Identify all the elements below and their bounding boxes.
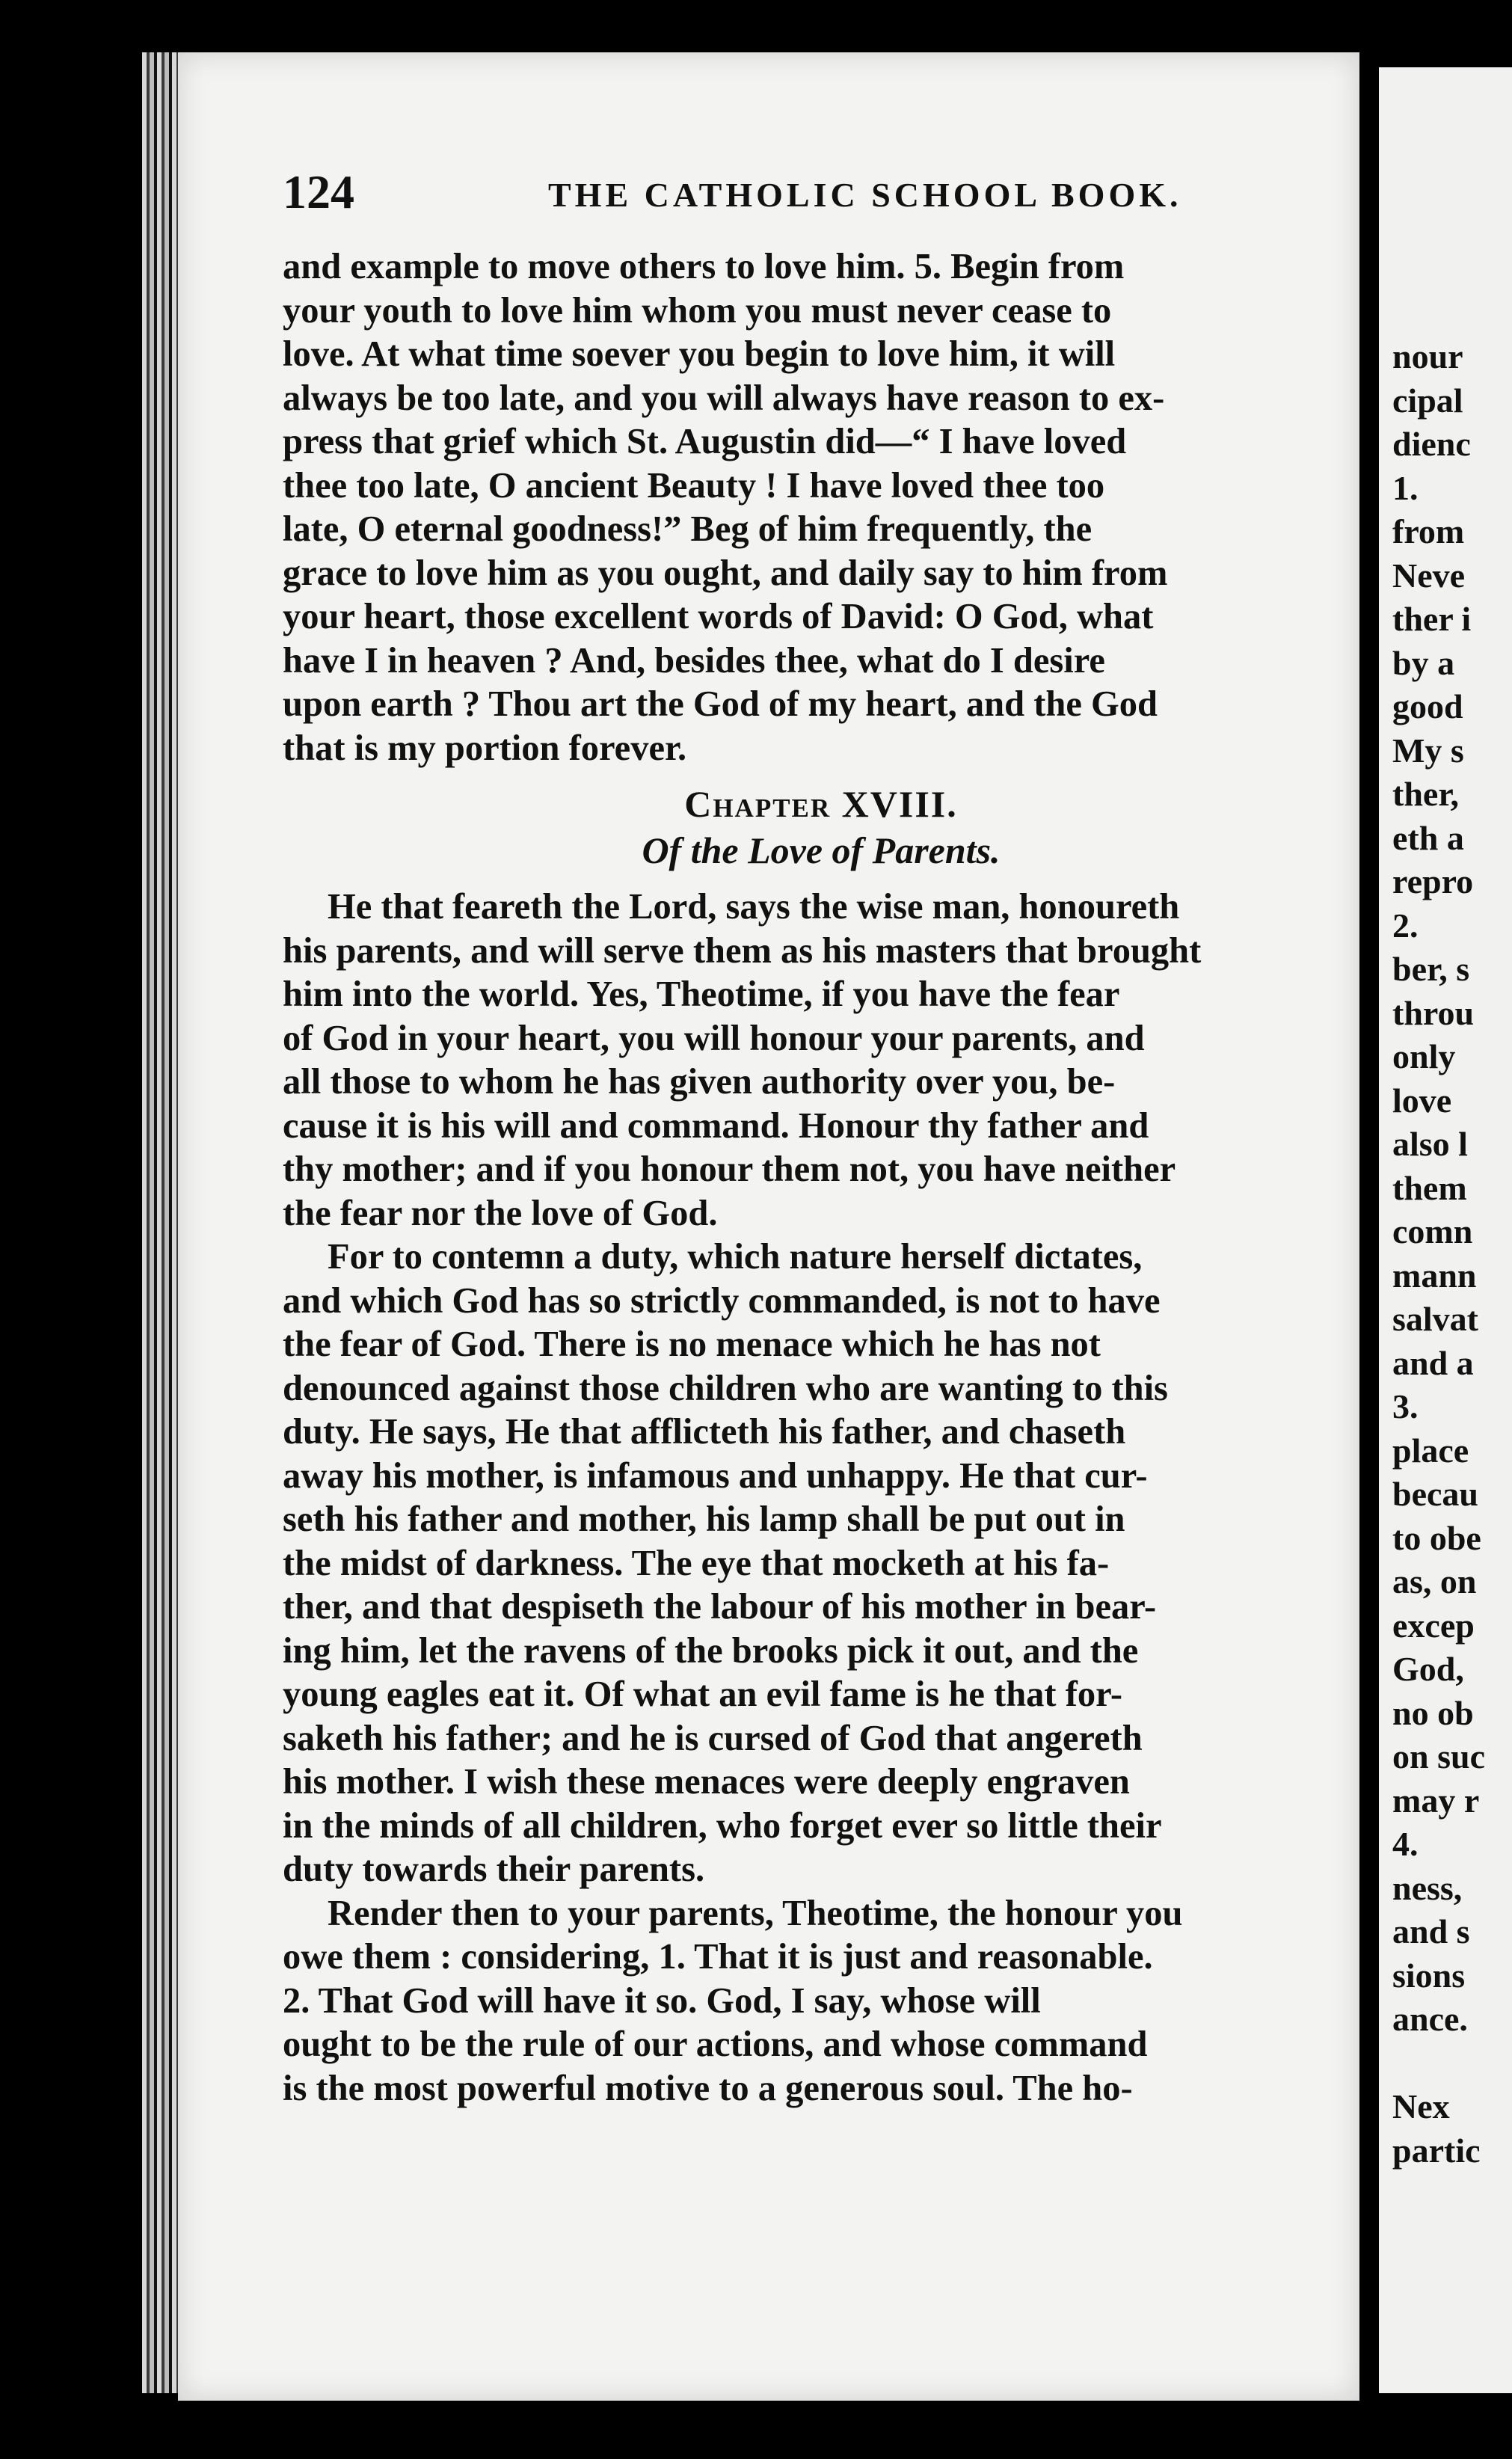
adjacent-text-line: repro: [1392, 862, 1474, 900]
text-line: him into the world. Yes, Theotime, if you have the fear: [283, 974, 1120, 1014]
adjacent-text-line: and a: [1392, 1343, 1474, 1382]
text-line: all those to whom he has given authority over you, be-: [283, 1062, 1116, 1102]
text-line: duty. He says, He that afflicteth his father, and chaseth: [283, 1412, 1126, 1452]
adjacent-text-line: ance.: [1392, 2000, 1468, 2038]
text-line: duty towards their parents.: [283, 1849, 705, 1889]
text-line: the fear nor the love of God.: [283, 1193, 718, 1233]
text-line: the midst of darkness. The eye that mocketh at his fa-: [283, 1543, 1110, 1583]
adjacent-text-line: ther,: [1392, 775, 1460, 813]
text-line: have I in heaven ? And, besides thee, what do I desire: [283, 640, 1105, 681]
page-body: [283, 245, 1359, 2110]
adjacent-text-line: them: [1392, 1168, 1467, 1207]
text-line: Render then to your parents, Theotime, the honour you: [328, 1893, 1183, 1933]
adjacent-text-line: on suc: [1392, 1737, 1485, 1775]
adjacent-text-line: throu: [1392, 993, 1475, 1032]
adjacent-page-text: [1392, 335, 1485, 2173]
adjacent-text-line: from: [1392, 512, 1465, 550]
paragraph-4: [283, 1892, 1359, 2111]
adjacent-text-line: ness,: [1392, 1868, 1463, 1907]
text-line: seth his father and mother, his lamp shall be put out in: [283, 1499, 1125, 1539]
text-line: He that feareth the Lord, says the wise man, honoureth: [328, 887, 1180, 927]
page-number: 124: [283, 165, 354, 218]
page-header: [283, 165, 1315, 217]
adjacent-text-line: dienc: [1392, 425, 1471, 463]
text-line: grace to love him as you ought, and daily say to him from: [283, 553, 1168, 593]
adjacent-text-line: cipal: [1392, 381, 1463, 420]
adjacent-text-line: salvat: [1392, 1300, 1478, 1338]
adjacent-text-line: ber, s: [1392, 950, 1470, 988]
text-line: ther, and that despiseth the labour of his mother in bear-: [283, 1587, 1157, 1627]
text-line: thee too late, O ancient Beauty ! I have loved thee too: [283, 465, 1105, 506]
adjacent-text-line: by a: [1392, 643, 1455, 682]
book-page: [178, 52, 1359, 2401]
adjacent-text-line: may r: [1392, 1781, 1480, 1820]
text-line: upon earth ? Thou art the God of my heart, and the God: [283, 684, 1158, 724]
adjacent-text-line: as, on: [1392, 1562, 1477, 1600]
text-line: love. At what time soever you begin to love him, it will: [283, 334, 1116, 374]
adjacent-text-line: ther i: [1392, 600, 1472, 638]
text-line: thy mother; and if you honour them not, you have neither: [283, 1149, 1176, 1189]
text-line: saketh his father; and he is cursed of God that angereth: [283, 1718, 1143, 1758]
text-line: his mother. I wish these menaces were deeply engraven: [283, 1762, 1130, 1802]
adjacent-text-line: 4.: [1392, 1825, 1419, 1863]
adjacent-text-line: 1.: [1392, 468, 1419, 507]
text-line: owe them : considering, 1. That it is just and reasonable.: [283, 1937, 1153, 1977]
paragraph-2: [283, 885, 1359, 1235]
text-line: ought to be the rule of our actions, and whose command: [283, 2024, 1148, 2064]
adjacent-text-line: and s: [1392, 1912, 1470, 1950]
text-line: his parents, and will serve them as his masters that brought: [283, 930, 1202, 971]
adjacent-text-line: place: [1392, 1431, 1469, 1470]
adjacent-text-line: 3.: [1392, 1387, 1419, 1425]
text-line: the fear of God. There is no menace which he has not: [283, 1324, 1101, 1364]
adjacent-text-line: no ob: [1392, 1693, 1474, 1732]
adjacent-text-line: God,: [1392, 1650, 1464, 1688]
text-line: your youth to love him whom you must never cease to: [283, 290, 1112, 331]
book-binding: [142, 52, 179, 2393]
adjacent-text-line: My s: [1392, 731, 1464, 770]
adjacent-page-fragment: [1379, 67, 1512, 2393]
adjacent-text-line: eth a: [1392, 818, 1464, 857]
adjacent-text-line: partic: [1392, 2131, 1481, 2170]
adjacent-text-line: Neve: [1392, 556, 1466, 595]
chapter-title: Chapter XVIII.: [684, 783, 958, 825]
adjacent-text-line: mann: [1392, 1256, 1477, 1295]
text-line: denounced against those children who are wanting to this: [283, 1368, 1168, 1408]
adjacent-text-line: comn: [1392, 1212, 1473, 1250]
text-line: ing him, let the ravens of the brooks pick it out, and the: [283, 1630, 1139, 1671]
text-line: always be too late, and you will always have reason to ex-: [283, 378, 1165, 418]
text-line: cause it is his will and command. Honour thy father and: [283, 1105, 1149, 1146]
paragraph-1: [283, 245, 1359, 770]
adjacent-text-line: only: [1392, 1037, 1456, 1075]
text-line: your heart, those excellent words of David: O God, what: [283, 597, 1154, 636]
text-line: of God in your heart, you will honour your parents, and: [283, 1018, 1145, 1058]
adjacent-text-line: excep: [1392, 1606, 1475, 1645]
adjacent-text-line: sions: [1392, 1956, 1466, 1995]
text-line: and which God has so strictly commanded, is not to have: [283, 1280, 1161, 1321]
text-line: press that grief which St. Augustin did—“ I have loved: [283, 422, 1127, 461]
chapter-subtitle: Of the Love of Parents.: [642, 829, 1001, 871]
adjacent-text-line: also l: [1392, 1125, 1468, 1163]
adjacent-text-line: nour: [1392, 337, 1463, 375]
text-line: that is my portion forever.: [283, 728, 687, 768]
text-line: is the most powerful motive to a generous soul. The ho-: [283, 2068, 1133, 2108]
adjacent-text-line: to obe: [1392, 1518, 1481, 1557]
adjacent-text-line: 2.: [1392, 906, 1419, 945]
adjacent-text-line: Nex: [1392, 2087, 1450, 2125]
adjacent-text-line: love: [1392, 1081, 1452, 1120]
text-line: in the minds of all children, who forget ever so little their: [283, 1805, 1162, 1846]
adjacent-text-line: good: [1392, 687, 1463, 725]
text-line: young eagles eat it. Of what an evil fame is he that for-: [283, 1674, 1122, 1714]
text-line: away his mother, is infamous and unhappy. He that cur-: [283, 1455, 1148, 1496]
paragraph-3: [283, 1235, 1359, 1892]
adjacent-text-line: [1392, 2042, 1485, 2086]
text-line: For to contemn a duty, which nature herself dictates,: [328, 1237, 1143, 1277]
adjacent-text-line: becau: [1392, 1475, 1478, 1513]
text-line: and example to move others to love him. 5. Begin from: [283, 247, 1125, 286]
running-head: THE CATHOLIC SCHOOL BOOK.: [548, 176, 1182, 214]
text-line: late, O eternal goodness!” Beg of him frequently, the: [283, 509, 1092, 549]
text-line: 2. That God will have it so. God, I say, whose will: [283, 1980, 1041, 2021]
